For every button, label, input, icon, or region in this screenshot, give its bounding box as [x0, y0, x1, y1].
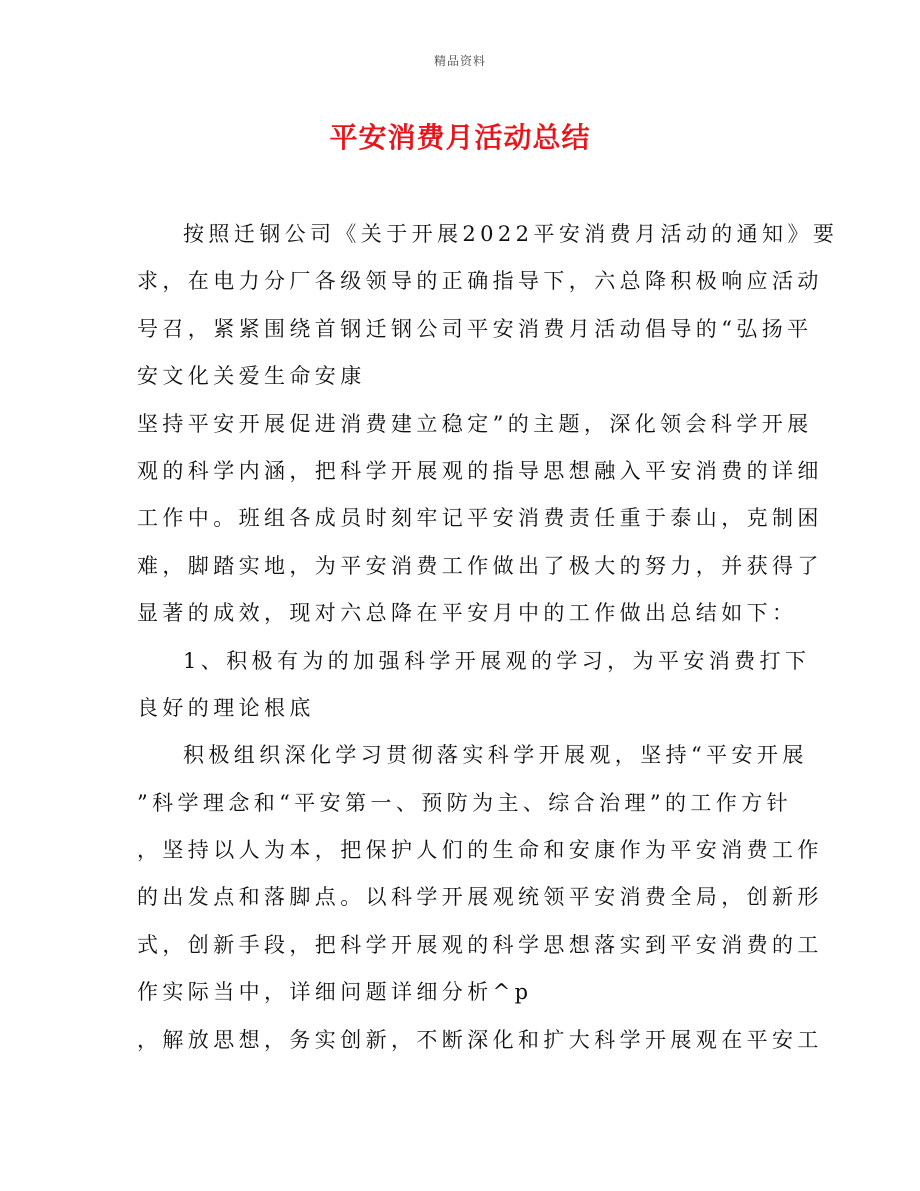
body-line: 按照迁钢公司《关于开展2022平安消费月活动的通知》要 — [183, 222, 839, 246]
body-line: 积极组织深化学习贯彻落实科学开展观，坚持“平安开展 — [183, 743, 808, 768]
body-line: 式，创新手段，把科学开展观的科学思想落实到平安消费的工 — [137, 932, 823, 957]
body-line: 安文化关爱生命安康 — [137, 364, 366, 389]
body-line: 坚持平安开展促进消费建立稳定”的主题，深化领会科学开展 — [137, 411, 813, 436]
body-line: 良好的理论根底 — [137, 695, 315, 720]
body-line: 号召，紧紧围绕首钢迁钢公司平安消费月活动倡导的“弘扬平 — [137, 316, 813, 341]
body-line: 1、积极有为的加强科学开展观的学习，为平安消费打下 — [183, 648, 811, 673]
document-body — [137, 211, 839, 1064]
document-title: 平安消费月活动总结 — [329, 121, 591, 154]
page-header: 精品资料 — [433, 54, 486, 68]
body-line: 求，在电力分厂各级领导的正确指导下，六总降积极响应活动 — [137, 269, 823, 294]
body-line: ”科学理念和“平安第一、预防为主、综合治理”的工作方针 — [137, 790, 793, 815]
body-line: 显著的成效，现对六总降在平安月中的工作做出总结如下： — [137, 601, 798, 626]
body-line: ，坚持以人为本，把保护人们的生命和安康作为平安消费工作 — [137, 838, 823, 863]
body-line: ，解放思想，务实创新，不断深化和扩大科学开展观在平安工 — [137, 1027, 823, 1052]
body-line: 的出发点和落脚点。以科学开展观统领平安消费全局，创新形 — [137, 885, 823, 910]
body-line: 工作中。班组各成员时刻牢记平安消费责任重于泰山，克制困 — [137, 506, 823, 531]
body-line: 观的科学内涵，把科学开展观的指导思想融入平安消费的详细 — [137, 458, 823, 483]
body-line: 作实际当中，详细问题详细分析^p — [137, 980, 533, 1005]
body-line: 难，脚踏实地，为平安消费工作做出了极大的努力，并获得了 — [137, 553, 823, 578]
